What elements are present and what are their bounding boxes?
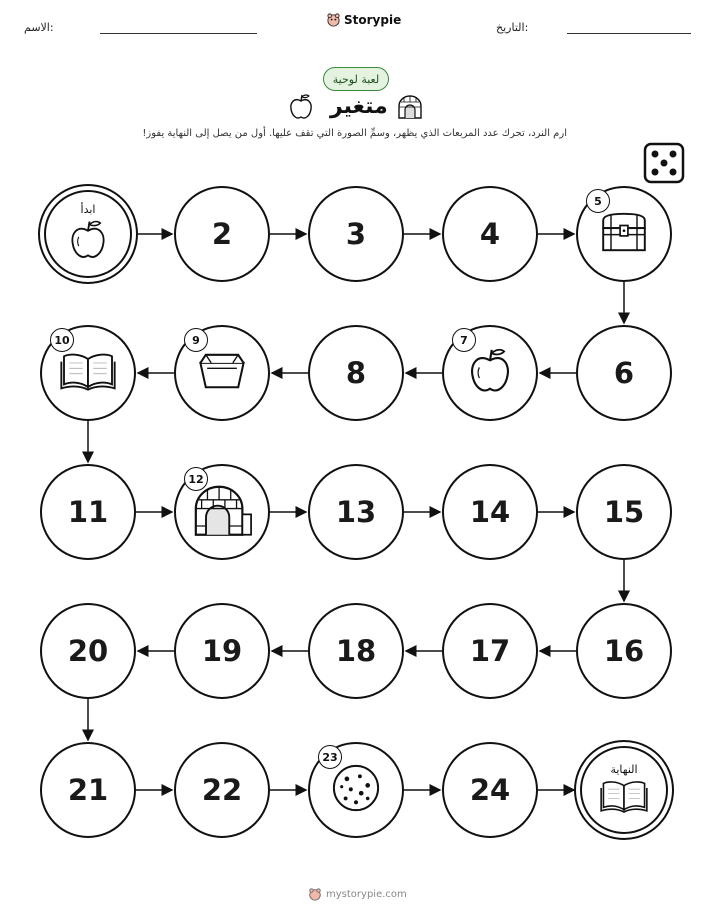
space-number-badge: 9 (184, 328, 208, 352)
footer (308, 887, 407, 901)
board-space-2 (174, 186, 270, 282)
space-number: 16 (603, 634, 645, 668)
space-inner-ring (44, 190, 132, 278)
space-number: 13 (335, 495, 377, 529)
space-number-badge: 23 (318, 745, 342, 769)
space-number: 15 (603, 495, 645, 529)
board-space-22 (174, 742, 270, 838)
name-label: الاسم: (24, 21, 54, 34)
treasure-chest-icon (598, 209, 650, 259)
space-number: 4 (479, 217, 501, 251)
space-number: 14 (469, 495, 511, 529)
brick-oven-icon (190, 482, 254, 542)
open-book-icon (600, 778, 648, 818)
space-number-badge: 12 (184, 467, 208, 491)
space-number: 22 (201, 773, 243, 807)
finish-label: النهاية (610, 762, 638, 776)
date-label: التاريخ: (496, 21, 529, 34)
space-number: 11 (67, 495, 109, 529)
game-type-badge: لعبة لوحية (323, 67, 389, 91)
board-space-14 (442, 464, 538, 560)
apple-icon (467, 346, 513, 400)
board-space-6 (576, 325, 672, 421)
board-space-4 (442, 186, 538, 282)
board-space-16 (576, 603, 672, 699)
open-book-icon (60, 351, 116, 395)
space-inner-ring (580, 746, 668, 834)
page-title: متغير (330, 94, 388, 119)
board-space-15 (576, 464, 672, 560)
board-space-18 (308, 603, 404, 699)
finish-space (574, 740, 674, 840)
instructions-text: ارم النرد، تحرك عدد المربعات الذي يظهر، وسمِّ الصورة التي تقف عليها. أول من يصل إلى النهاية يفوز! (142, 128, 567, 139)
space-number: 19 (201, 634, 243, 668)
board-space-24 (442, 742, 538, 838)
space-number: 8 (345, 356, 367, 390)
space-number: 24 (469, 773, 511, 807)
board-space-21 (40, 742, 136, 838)
board-space-13 (308, 464, 404, 560)
space-number-badge: 7 (452, 328, 476, 352)
space-number: 6 (613, 356, 635, 390)
brand-name: Storypie (344, 12, 402, 27)
board-space-8 (308, 325, 404, 421)
board-space-11 (40, 464, 136, 560)
space-number-badge: 10 (50, 328, 74, 352)
board-space-17 (442, 603, 538, 699)
space-number: 2 (211, 217, 233, 251)
board-space-3 (308, 186, 404, 282)
start-space (38, 184, 138, 284)
board-space-19 (174, 603, 270, 699)
footer-url[interactable]: mystorypie.com (326, 888, 407, 900)
basket-icon (195, 349, 249, 397)
space-number: 17 (469, 634, 511, 668)
space-number: 20 (67, 634, 109, 668)
space-number-badge: 5 (586, 189, 610, 213)
board-space-20 (40, 603, 136, 699)
storypie-mascot-icon (308, 887, 322, 901)
space-number: 21 (67, 773, 109, 807)
cookie-icon (330, 762, 382, 818)
space-number: 18 (335, 634, 377, 668)
start-label: ابدأ (80, 202, 96, 216)
space-number: 3 (345, 217, 367, 251)
apple-icon (68, 218, 108, 266)
